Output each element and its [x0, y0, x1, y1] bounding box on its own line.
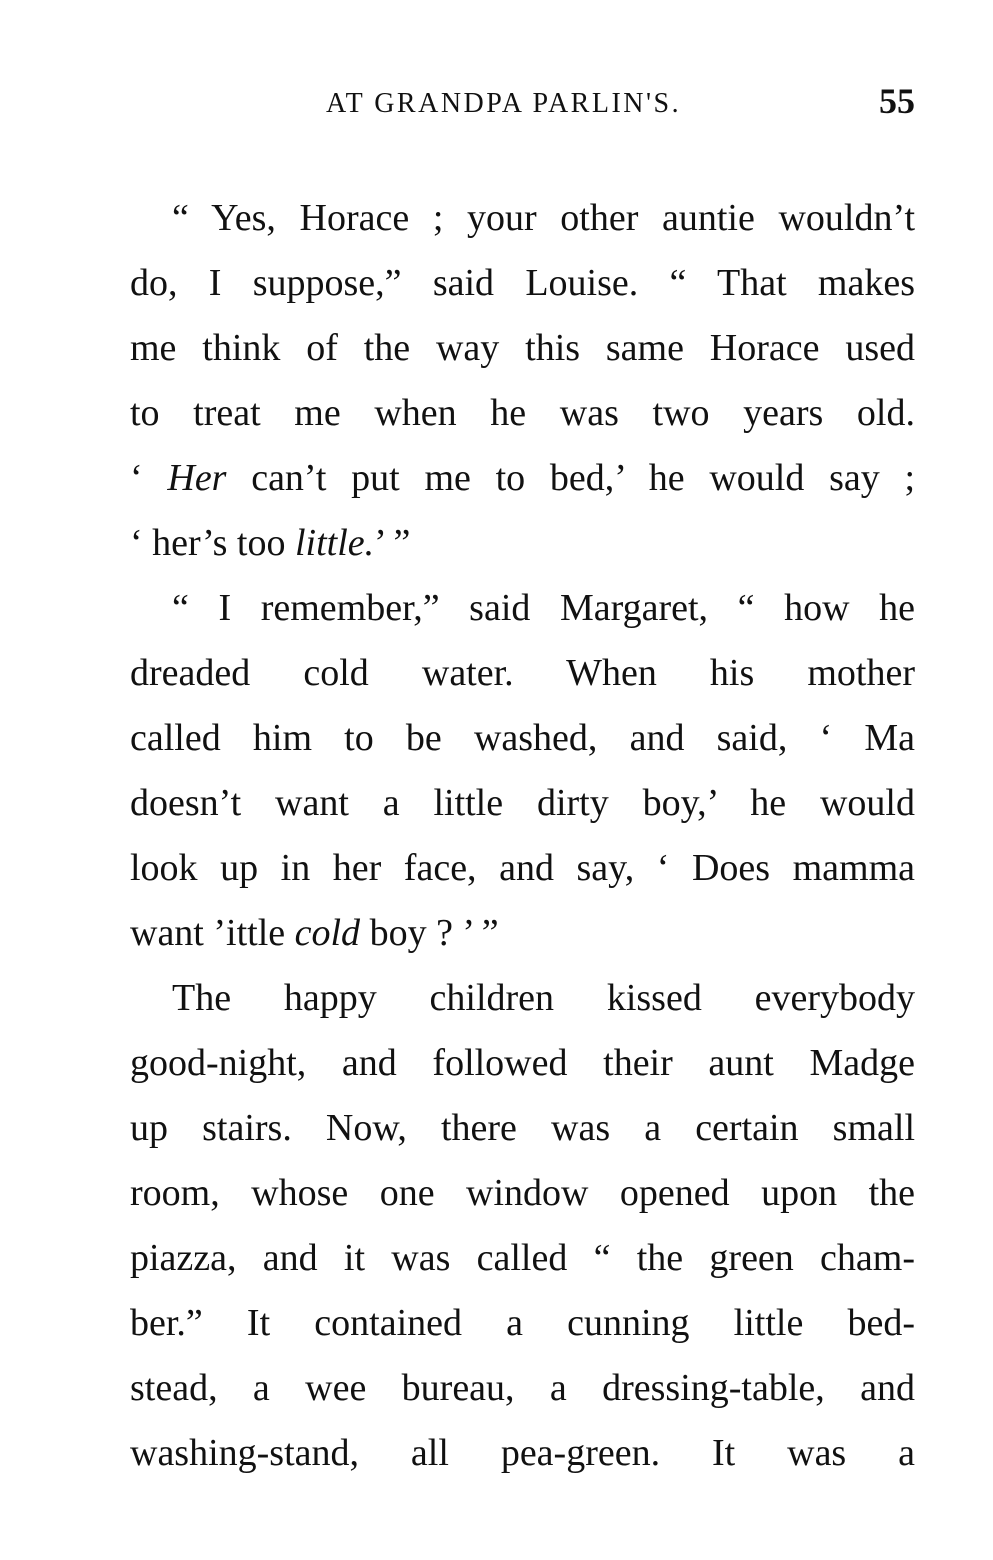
text-line: [130, 446, 915, 511]
text-line: dreaded cold water. When his mother: [130, 652, 915, 694]
text-line: good-night, and followed their aunt Madge: [130, 1042, 915, 1084]
italic-word: little.: [295, 522, 375, 564]
paragraph-1: [130, 186, 915, 576]
italic-word: Her: [167, 457, 227, 499]
text-line: room, whose one window opened upon the: [130, 1172, 915, 1214]
text-line: me think of the way this same Horace used: [130, 327, 915, 369]
text-line: up stairs. Now, there was a certain small: [130, 1107, 915, 1149]
text-line: washing-stand, all pea-green. It was a: [130, 1432, 915, 1474]
text-line: doesn’t want a little dirty boy,’ he would: [130, 782, 915, 824]
italic-word: cold: [294, 912, 361, 954]
text-segment: want ’ittle: [130, 912, 295, 954]
text-line: stead, a wee bureau, a dressing-table, and: [130, 1367, 915, 1409]
text-line: piazza, and it was called “ the green cham-: [130, 1237, 915, 1279]
text-line: to treat me when he was two years old.: [130, 392, 915, 434]
running-title: AT GRANDPA PARLIN'S.: [326, 88, 682, 119]
text-line: The happy children kissed everybody: [172, 977, 915, 1019]
page-number: 55: [879, 81, 915, 121]
text-line: do, I suppose,” said Louise. “ That makes: [130, 262, 915, 304]
body-text: [130, 186, 915, 1486]
text-line: “ Yes, Horace ; your other auntie wouldn’t: [172, 197, 915, 239]
text-line: look up in her face, and say, ‘ Does mamma: [130, 847, 915, 889]
text-line: “ I remember,” said Margaret, “ how he: [172, 587, 915, 629]
text-line: [130, 511, 915, 576]
text-line: ber.” It contained a cunning little bed-: [130, 1302, 915, 1344]
quote-mark: ‘: [130, 457, 143, 499]
text-line: called him to be washed, and said, ‘ Ma: [130, 717, 915, 759]
text-segment: ‘ her’s too: [130, 522, 295, 564]
paragraph-2: [130, 576, 915, 966]
running-head: [130, 81, 915, 130]
text-segment: ’ ”: [374, 522, 411, 564]
text-segment: can’t put me to bed,’ he would say ;: [226, 457, 915, 499]
text-segment: boy ? ’ ”: [360, 912, 499, 954]
text-line: [130, 901, 915, 966]
paragraph-3: [130, 966, 915, 1486]
